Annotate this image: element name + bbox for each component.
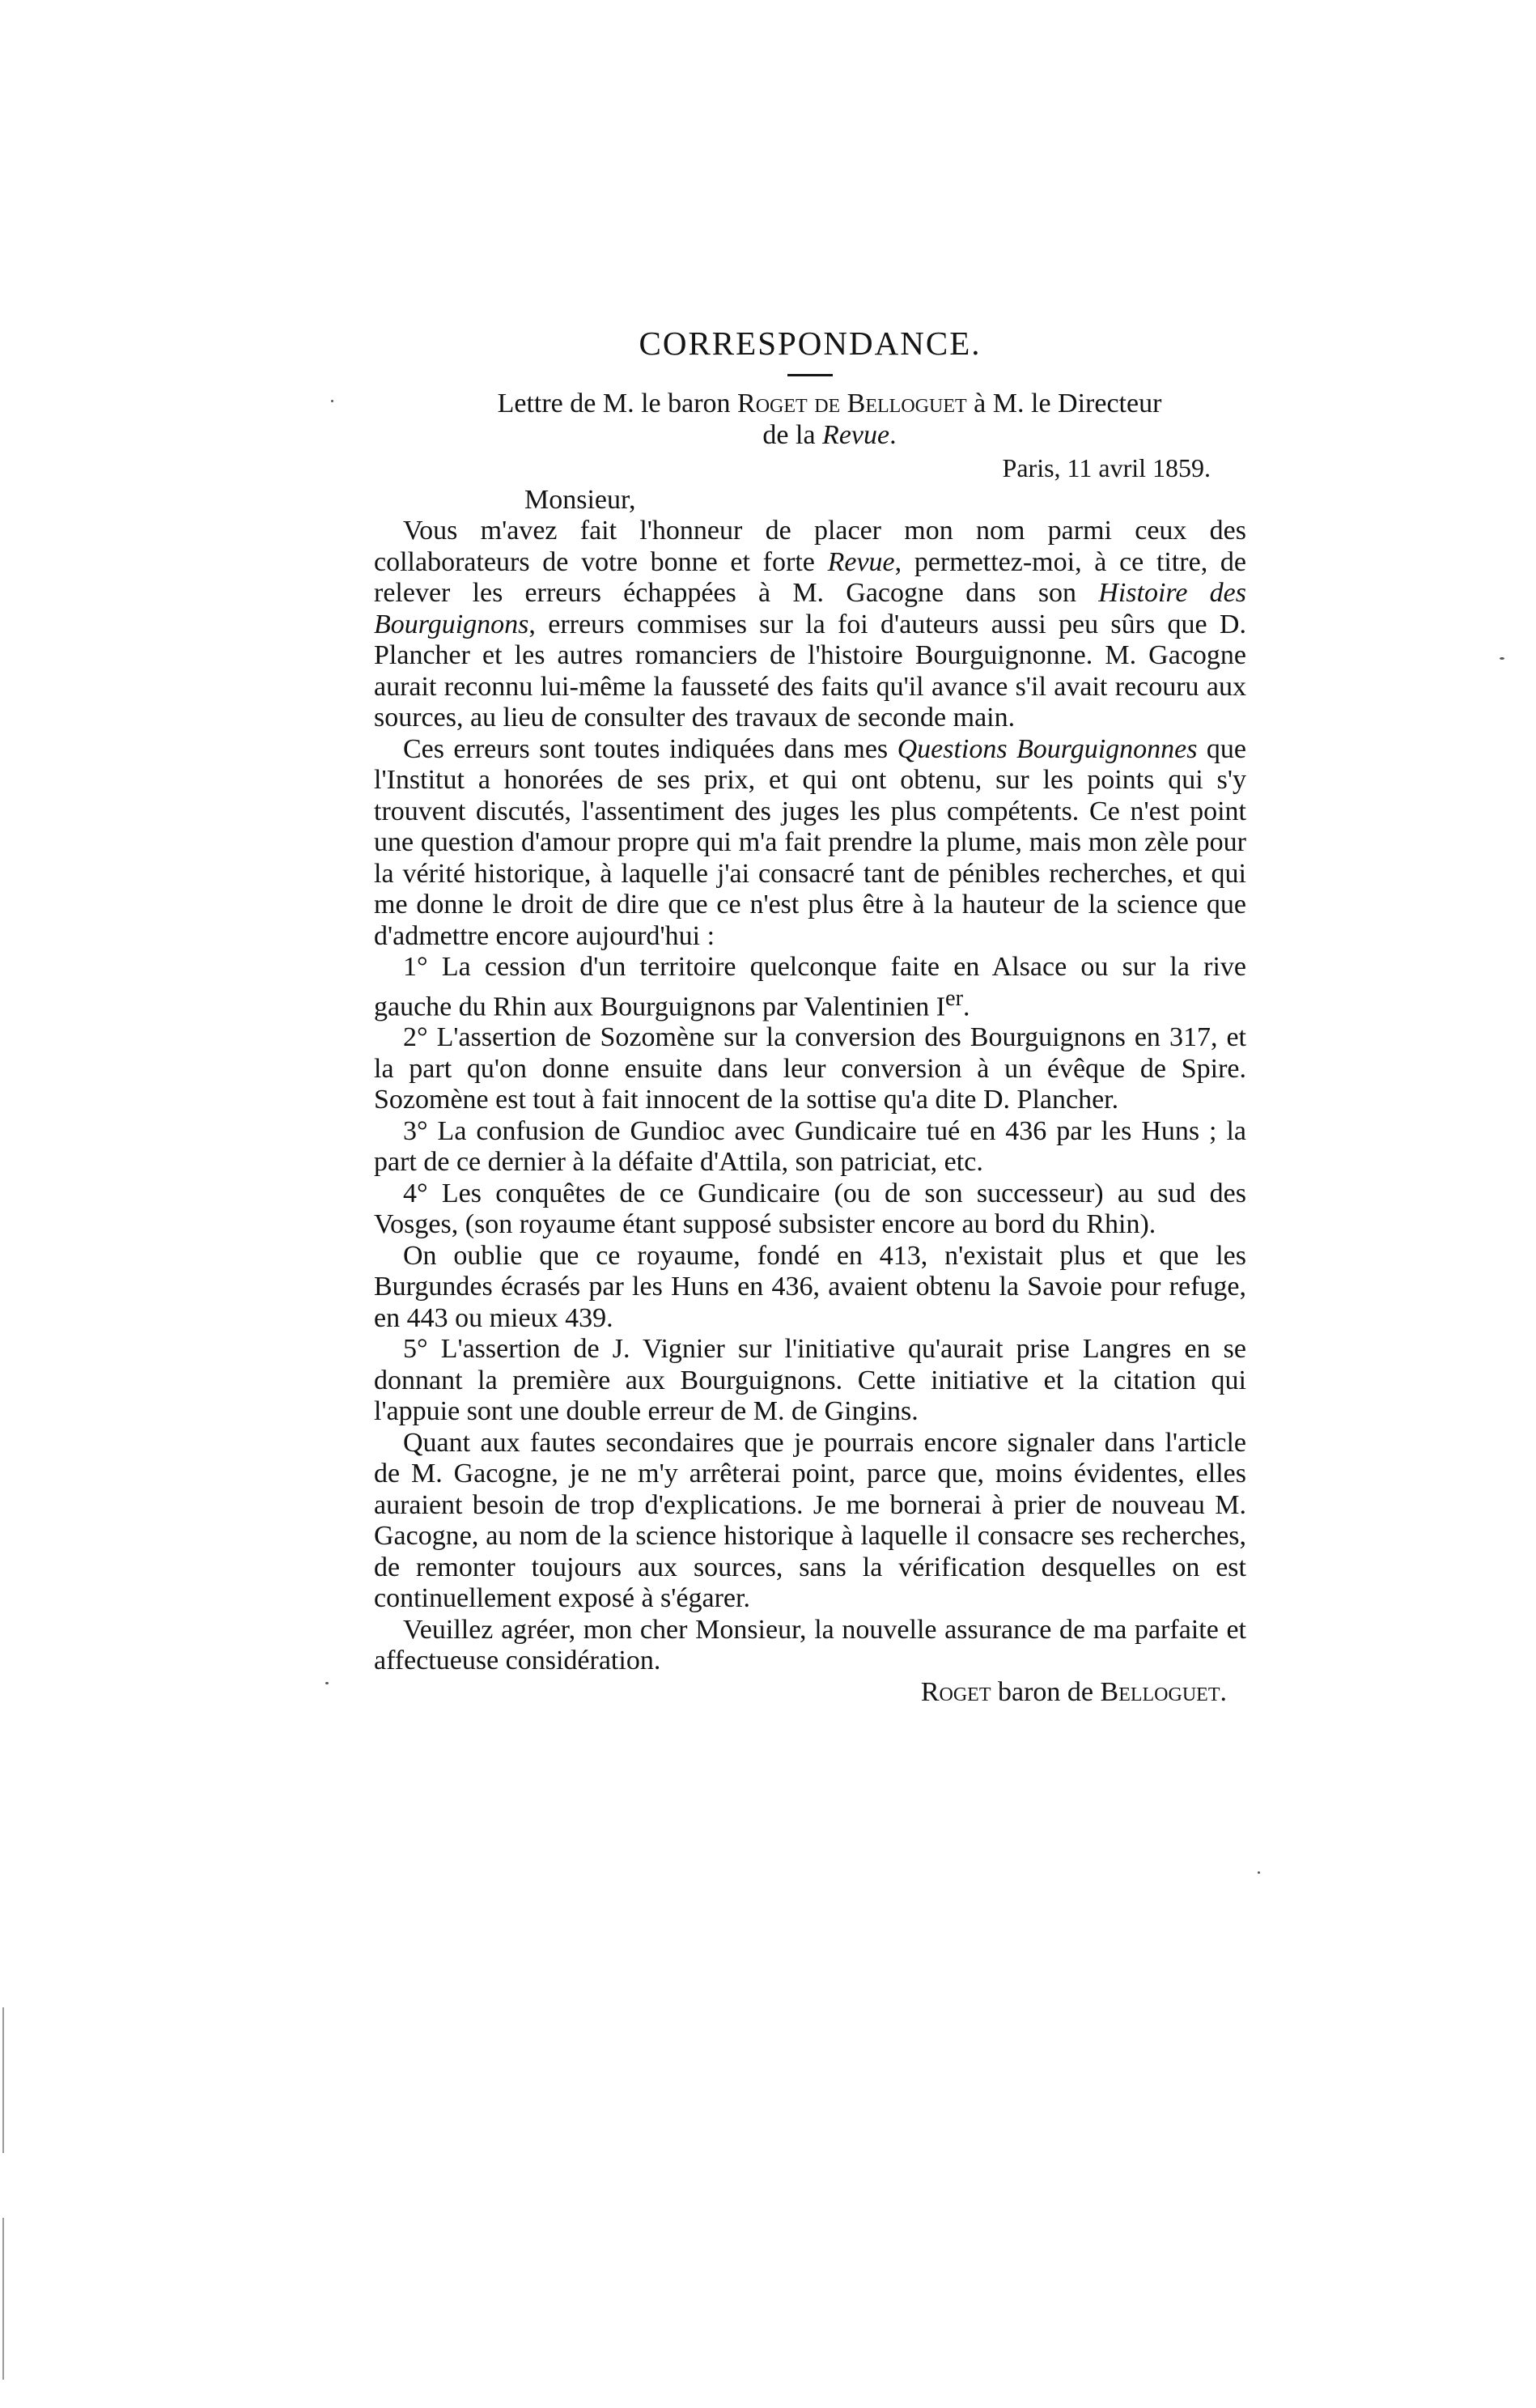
paragraph-text: Vous m'avez fait l'honneur de placer mon nom parmi ceux des collaborateurs de votre bonne et forte	[374, 516, 1246, 577]
list-item-5: 5° L'assertion de J. Vignier sur l'initiative qu'aurait prise Langres en se donnant la première aux Bourguignons. Cette initiative et la citation qui l'appuie sont une double erreur de M. de Gingins.	[374, 1334, 1246, 1427]
paragraph-text: , erreurs commises sur la foi d'auteurs aussi peu sûrs que D. Plancher et les autres romanciers de l'histoire Bourguignonne. M. Gacogne aurait reconnu lui-même la fausseté des faits qu'il avance s'il avait recouru aux sources, au lieu de consulter des travaux de seconde main.	[374, 609, 1246, 733]
journal-name: Revue	[822, 420, 890, 450]
heading-text: de la	[762, 420, 823, 450]
paragraph-text: 1° La cession d'un territoire quelconque faite en Alsace ou sur la rive gauche du Rhin aux Bourguignons par Valentinien I	[374, 952, 1246, 1021]
superscript: er	[945, 985, 964, 1011]
letter-heading-line1	[374, 388, 1246, 419]
heading-text: Lettre de M. le baron	[497, 389, 738, 418]
author-name: Roget de Belloguet	[737, 389, 967, 418]
signature-text: baron de	[991, 1676, 1101, 1707]
list-item-4-continuation: On oublie que ce royaume, fondé en 413, n'existait plus et que les Burgundes écrasés par les Huns en 436, avaient obtenu la Savoie pour refuge, en 443 ou mieux 439.	[374, 1240, 1246, 1333]
heading-text: .	[889, 420, 897, 450]
list-item-3: 3° La confusion de Gundioc avec Gundicaire tué en 436 par les Huns ; la part de ce dernier à la défaite d'Attila, son patriciat, etc.	[374, 1115, 1246, 1178]
paragraph-text: que l'Institut a honorées de ses prix, et qui ont obtenu, sur les points qui s'y trouvent discutés, l'assentiment des juges les plus compétents. Ce n'est point une question d'amour propre qui m'a fait prendre la plume, mais mon zèle pour la vérité historique, à laquelle j'ai consacré tant de pénibles recherches, et qui me donne le droit de dire que ce n'est plus être à la hauteur de la science que d'admettre encore aujourd'hui :	[374, 733, 1246, 951]
list-item-1	[374, 952, 1246, 1022]
signature-name: Roget	[920, 1676, 991, 1707]
list-item-2: 2° L'assertion de Sozomène sur la conversion des Bourguignons en 317, et la part qu'on donne ensuite dans leur conversion à un évêque de Spire. Sozomène est tout à fait innocent de la sottise qu'a dite D. Plancher.	[374, 1022, 1246, 1115]
paragraph-text: Ces erreurs sont toutes indiquées dans mes	[403, 733, 897, 764]
signature	[374, 1677, 1227, 1708]
emphasis-text: Revue	[827, 546, 895, 577]
salutation: Monsieur,	[524, 485, 636, 515]
letter-date: Paris, 11 avril 1859.	[1002, 453, 1211, 482]
scan-edge-mark	[2, 2007, 4, 2153]
signature-name: Belloguet	[1100, 1676, 1220, 1707]
scan-edge-mark	[2, 2218, 4, 2380]
emphasis-text: Histoire des Bourguignons	[374, 578, 1246, 639]
paragraph-2	[374, 734, 1246, 953]
paragraph-text: , permettez-moi, à ce titre, de relever les erreurs échappées à M. Gacogne dans son	[374, 546, 1247, 608]
letter-heading-line2	[374, 419, 1246, 451]
paragraph-1	[374, 516, 1246, 734]
emphasis-text: Questions Bourguignonnes	[897, 733, 1198, 764]
page-title: CORRESPONDANCE.	[639, 325, 982, 362]
paragraph-text: .	[963, 991, 970, 1021]
title-rule	[787, 374, 833, 376]
letter-column	[374, 324, 1246, 1708]
paragraph-valediction: Veuillez agréer, mon cher Monsieur, la nouvelle assurance de ma parfaite et affectueuse considération.	[374, 1614, 1246, 1676]
signature-text: .	[1220, 1676, 1227, 1707]
list-item-4: 4° Les conquêtes de ce Gundicaire (ou de son successeur) au sud des Vosges, (son royaume étant supposé subsister encore au bord du Rhin).	[374, 1178, 1246, 1240]
heading-text: à M. le Directeur	[966, 389, 1162, 418]
paragraph-closing-remarks: Quant aux fautes secondaires que je pourrais encore signaler dans l'article de M. Gacogne, je ne m'y arrêterai point, parce que, moins évidentes, elles auraient besoin de trop d'explications. Je me bornerai à prier de nouveau M. Gacogne, au nom de la science historique à laquelle il consacre ses recherches, de remonter toujours aux sources, sans la vérification desquelles on est continuellement exposé à s'égarer.	[374, 1427, 1246, 1614]
